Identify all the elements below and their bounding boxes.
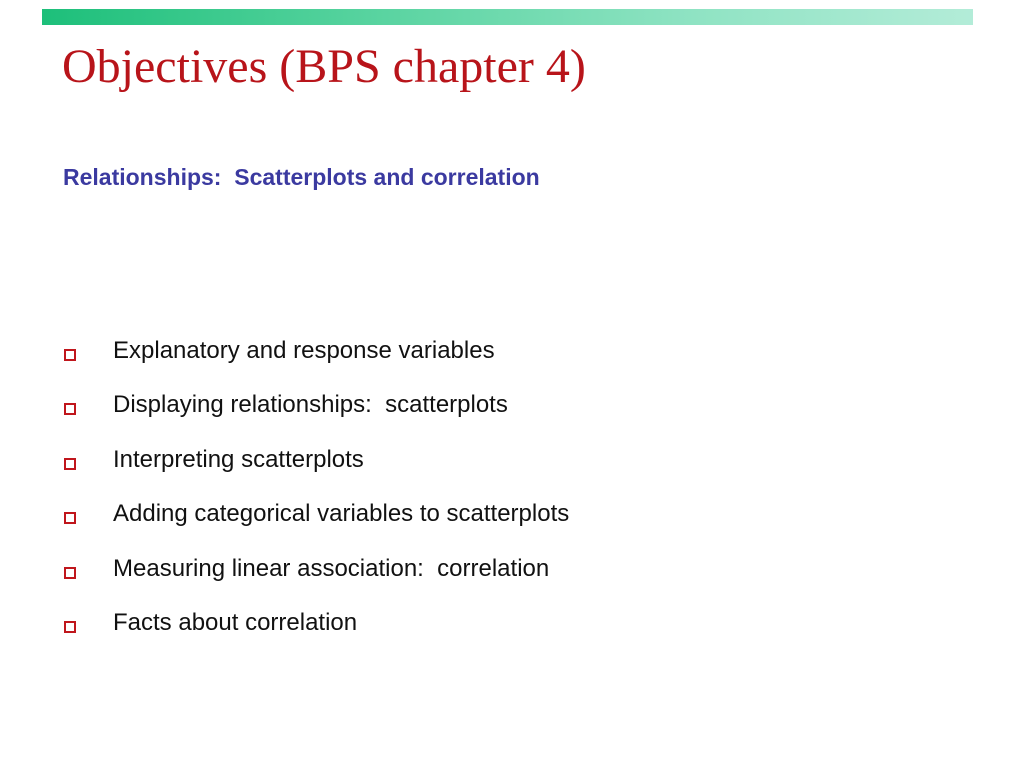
slide-title: Objectives (BPS chapter 4) — [62, 40, 586, 93]
list-item-text: Adding categorical variables to scatterplots — [113, 500, 570, 528]
list-item-text: Displaying relationships: scatterplots — [113, 391, 508, 419]
square-bullet-icon — [64, 349, 76, 361]
header-accent-bar — [42, 9, 973, 25]
square-bullet-icon — [64, 403, 76, 415]
square-bullet-icon — [64, 621, 76, 633]
list-item-text: Interpreting scatterplots — [113, 445, 364, 473]
list-item-text: Explanatory and response variables — [113, 337, 495, 364]
list-item-text: Facts about correlation — [113, 608, 358, 636]
square-bullet-icon — [64, 458, 76, 470]
slide-subtitle: Relationships: Scatterplots and correlation — [63, 164, 540, 190]
list-item-text: Measuring linear association: correlation — [113, 554, 550, 582]
square-bullet-icon — [64, 567, 76, 579]
square-bullet-icon — [64, 512, 76, 524]
